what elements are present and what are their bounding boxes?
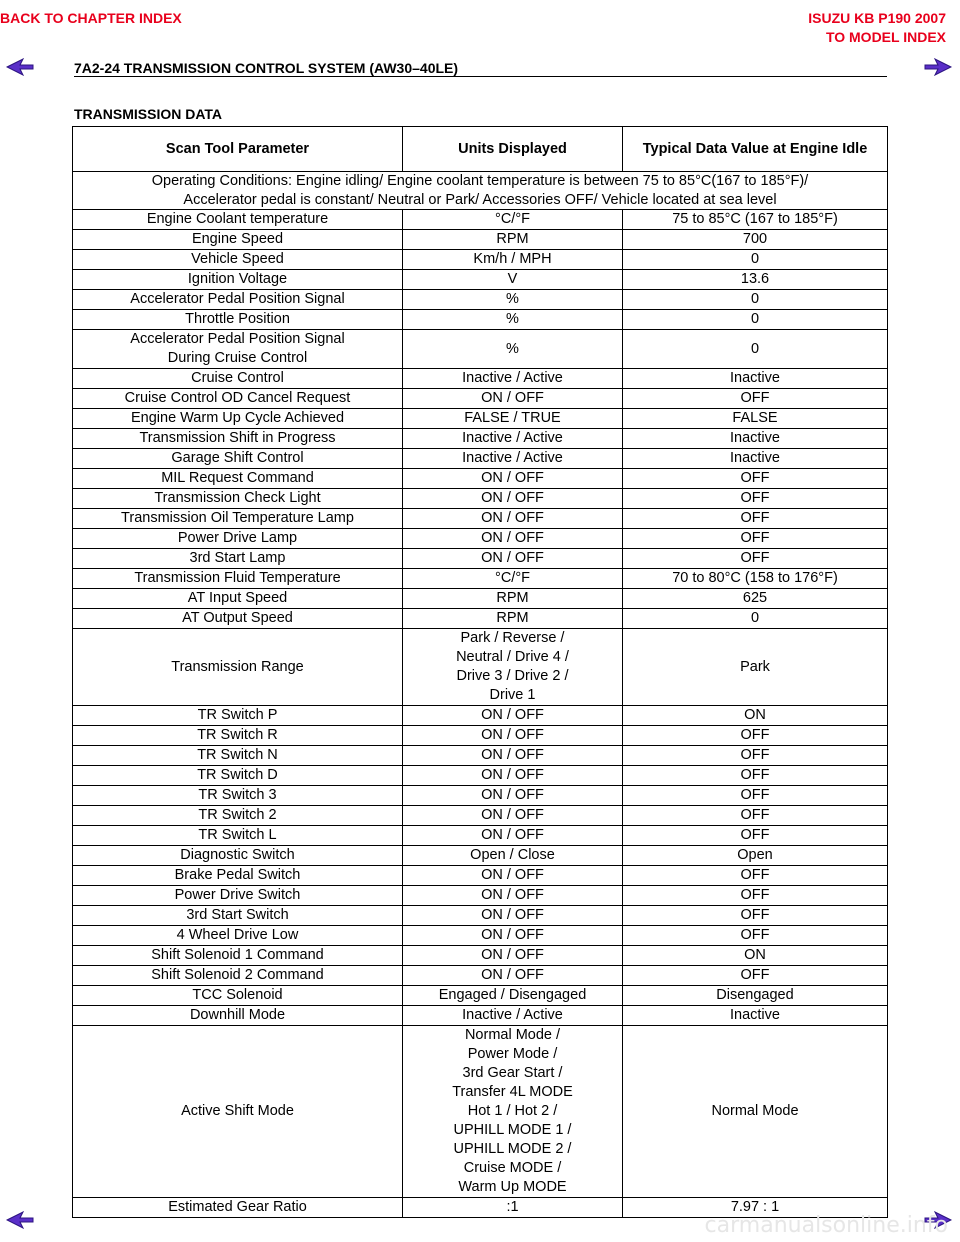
parameter-cell: Cruise Control bbox=[73, 369, 403, 389]
table-row bbox=[73, 629, 888, 706]
table-row bbox=[73, 706, 888, 726]
typical-value-cell: Inactive bbox=[623, 449, 888, 469]
table-row bbox=[73, 330, 888, 369]
table-row bbox=[73, 509, 888, 529]
units-cell: Km/h / MPH bbox=[403, 250, 623, 270]
typical-value-cell: Park bbox=[623, 629, 888, 706]
table-row bbox=[73, 589, 888, 609]
units-cell: ON / OFF bbox=[403, 529, 623, 549]
typical-value-cell: Open bbox=[623, 846, 888, 866]
typical-value-cell: 0 bbox=[623, 609, 888, 629]
units-cell: ON / OFF bbox=[403, 509, 623, 529]
units-cell: FALSE / TRUE bbox=[403, 409, 623, 429]
units-cell: °C/°F bbox=[403, 569, 623, 589]
typical-value-cell: 0 bbox=[623, 290, 888, 310]
table-row bbox=[73, 469, 888, 489]
parameter-cell: Garage Shift Control bbox=[73, 449, 403, 469]
units-cell: % bbox=[403, 290, 623, 310]
typical-value-cell: 75 to 85°C (167 to 185°F) bbox=[623, 210, 888, 230]
typical-value-cell: OFF bbox=[623, 926, 888, 946]
units-cell: Open / Close bbox=[403, 846, 623, 866]
units-cell: ON / OFF bbox=[403, 469, 623, 489]
parameter-cell: Engine Warm Up Cycle Achieved bbox=[73, 409, 403, 429]
table-row bbox=[73, 946, 888, 966]
parameter-cell: Power Drive Switch bbox=[73, 886, 403, 906]
parameter-cell: 3rd Start Lamp bbox=[73, 549, 403, 569]
table-row bbox=[73, 549, 888, 569]
parameter-cell: Vehicle Speed bbox=[73, 250, 403, 270]
parameter-cell: TR Switch D bbox=[73, 766, 403, 786]
typical-value-cell: 0 bbox=[623, 310, 888, 330]
typical-value-cell: OFF bbox=[623, 549, 888, 569]
parameter-cell: TR Switch N bbox=[73, 746, 403, 766]
previous-page-left-arrow-icon[interactable] bbox=[6, 58, 34, 76]
to-model-index-link[interactable]: TO MODEL INDEX bbox=[825, 29, 946, 45]
table-row bbox=[73, 489, 888, 509]
table-row bbox=[73, 846, 888, 866]
parameter-cell: TCC Solenoid bbox=[73, 986, 403, 1006]
parameter-cell: Accelerator Pedal Position Signal During Cruise Control bbox=[73, 330, 403, 369]
page-header-title: 7A2-24 TRANSMISSION CONTROL SYSTEM (AW30–40LE) bbox=[74, 60, 459, 76]
table-row bbox=[73, 926, 888, 946]
table-row bbox=[73, 786, 888, 806]
parameter-cell: Accelerator Pedal Position Signal bbox=[73, 290, 403, 310]
parameter-cell: TR Switch L bbox=[73, 826, 403, 846]
units-cell: ON / OFF bbox=[403, 766, 623, 786]
parameter-cell: 4 Wheel Drive Low bbox=[73, 926, 403, 946]
units-cell: °C/°F bbox=[403, 210, 623, 230]
typical-value-cell: OFF bbox=[623, 509, 888, 529]
units-cell: ON / OFF bbox=[403, 389, 623, 409]
table-row bbox=[73, 1006, 888, 1026]
model-title-link[interactable]: ISUZU KB P190 2007 bbox=[808, 10, 946, 26]
parameter-cell: Estimated Gear Ratio bbox=[73, 1198, 403, 1218]
typical-value-cell: FALSE bbox=[623, 409, 888, 429]
parameter-cell: Transmission Check Light bbox=[73, 489, 403, 509]
units-cell: % bbox=[403, 330, 623, 369]
table-row bbox=[73, 210, 888, 230]
units-cell: ON / OFF bbox=[403, 826, 623, 846]
units-cell: ON / OFF bbox=[403, 489, 623, 509]
units-cell: ON / OFF bbox=[403, 886, 623, 906]
typical-value-cell: Disengaged bbox=[623, 986, 888, 1006]
table-row bbox=[73, 369, 888, 389]
table-row bbox=[73, 230, 888, 250]
typical-value-cell: ON bbox=[623, 946, 888, 966]
table-row bbox=[73, 290, 888, 310]
table-row bbox=[73, 409, 888, 429]
parameter-cell: Diagnostic Switch bbox=[73, 846, 403, 866]
units-cell: Inactive / Active bbox=[403, 369, 623, 389]
table-row bbox=[73, 986, 888, 1006]
parameter-cell: Power Drive Lamp bbox=[73, 529, 403, 549]
transmission-data-table bbox=[72, 126, 888, 1218]
column-header-units: Units Displayed bbox=[403, 127, 623, 172]
parameter-cell: AT Output Speed bbox=[73, 609, 403, 629]
table-row bbox=[73, 746, 888, 766]
units-cell: % bbox=[403, 310, 623, 330]
table-row bbox=[73, 250, 888, 270]
table-row bbox=[73, 529, 888, 549]
units-cell: Inactive / Active bbox=[403, 1006, 623, 1026]
table-row bbox=[73, 966, 888, 986]
parameter-cell: Active Shift Mode bbox=[73, 1026, 403, 1198]
parameter-cell: Transmission Oil Temperature Lamp bbox=[73, 509, 403, 529]
typical-value-cell: OFF bbox=[623, 966, 888, 986]
table-row bbox=[73, 826, 888, 846]
units-cell: ON / OFF bbox=[403, 706, 623, 726]
table-row bbox=[73, 609, 888, 629]
parameter-cell: Downhill Mode bbox=[73, 1006, 403, 1026]
units-cell: ON / OFF bbox=[403, 926, 623, 946]
typical-value-cell: 0 bbox=[623, 250, 888, 270]
table-header-row bbox=[73, 127, 888, 172]
units-cell: ON / OFF bbox=[403, 946, 623, 966]
typical-value-cell: OFF bbox=[623, 389, 888, 409]
parameter-cell: Shift Solenoid 1 Command bbox=[73, 946, 403, 966]
parameter-cell: Transmission Fluid Temperature bbox=[73, 569, 403, 589]
parameter-cell: Cruise Control OD Cancel Request bbox=[73, 389, 403, 409]
parameter-cell: Shift Solenoid 2 Command bbox=[73, 966, 403, 986]
table-row bbox=[73, 429, 888, 449]
parameter-cell: Transmission Range bbox=[73, 629, 403, 706]
units-cell: RPM bbox=[403, 589, 623, 609]
parameter-cell: AT Input Speed bbox=[73, 589, 403, 609]
units-cell: ON / OFF bbox=[403, 866, 623, 886]
parameter-cell: Engine Coolant temperature bbox=[73, 210, 403, 230]
table-row bbox=[73, 806, 888, 826]
units-cell: RPM bbox=[403, 609, 623, 629]
back-to-chapter-index-link[interactable]: BACK TO CHAPTER INDEX bbox=[0, 10, 182, 26]
units-cell: ON / OFF bbox=[403, 786, 623, 806]
parameter-cell: TR Switch 2 bbox=[73, 806, 403, 826]
parameter-cell: 3rd Start Switch bbox=[73, 906, 403, 926]
table-row bbox=[73, 726, 888, 746]
parameter-cell: Transmission Shift in Progress bbox=[73, 429, 403, 449]
typical-value-cell: Inactive bbox=[623, 429, 888, 449]
units-cell: ON / OFF bbox=[403, 726, 623, 746]
watermark-text: carmanualsonline.info bbox=[704, 1213, 948, 1238]
units-cell: Inactive / Active bbox=[403, 449, 623, 469]
typical-value-cell: 700 bbox=[623, 230, 888, 250]
table-row bbox=[73, 1026, 888, 1198]
units-cell: Normal Mode / Power Mode / 3rd Gear Start / Transfer 4L MODE Hot 1 / Hot 2 / UPHILL MODE 1 / UPHILL MODE 2 / Cruise MODE / Warm Up MODE bbox=[403, 1026, 623, 1198]
typical-value-cell: OFF bbox=[623, 886, 888, 906]
typical-value-cell: 70 to 80°C (158 to 176°F) bbox=[623, 569, 888, 589]
typical-value-cell: 7.97 : 1 bbox=[623, 1198, 888, 1218]
parameter-cell: Engine Speed bbox=[73, 230, 403, 250]
units-cell: Inactive / Active bbox=[403, 429, 623, 449]
table-row bbox=[73, 886, 888, 906]
typical-value-cell: OFF bbox=[623, 726, 888, 746]
units-cell: ON / OFF bbox=[403, 806, 623, 826]
typical-value-cell: OFF bbox=[623, 529, 888, 549]
units-cell: Park / Reverse / Neutral / Drive 4 / Drive 3 / Drive 2 / Drive 1 bbox=[403, 629, 623, 706]
transmission-data-table-container bbox=[72, 126, 888, 1218]
units-cell: Engaged / Disengaged bbox=[403, 986, 623, 1006]
table-row bbox=[73, 310, 888, 330]
parameter-cell: TR Switch P bbox=[73, 706, 403, 726]
parameter-cell: Ignition Voltage bbox=[73, 270, 403, 290]
table-row bbox=[73, 569, 888, 589]
parameter-cell: Brake Pedal Switch bbox=[73, 866, 403, 886]
typical-value-cell: OFF bbox=[623, 489, 888, 509]
typical-value-cell: OFF bbox=[623, 786, 888, 806]
units-cell: :1 bbox=[403, 1198, 623, 1218]
typical-value-cell: OFF bbox=[623, 746, 888, 766]
parameter-cell: TR Switch 3 bbox=[73, 786, 403, 806]
table-row bbox=[73, 866, 888, 886]
table-row bbox=[73, 906, 888, 926]
typical-value-cell: OFF bbox=[623, 826, 888, 846]
typical-value-cell: Normal Mode bbox=[623, 1026, 888, 1198]
header-divider bbox=[74, 76, 887, 77]
typical-value-cell: 0 bbox=[623, 330, 888, 369]
column-header-parameter: Scan Tool Parameter bbox=[73, 127, 403, 172]
units-cell: ON / OFF bbox=[403, 906, 623, 926]
typical-value-cell: OFF bbox=[623, 766, 888, 786]
table-row bbox=[73, 270, 888, 290]
units-cell: ON / OFF bbox=[403, 549, 623, 569]
typical-value-cell: OFF bbox=[623, 866, 888, 886]
operating-conditions-row bbox=[73, 172, 888, 210]
table-row bbox=[73, 389, 888, 409]
table-row bbox=[73, 449, 888, 469]
next-page-right-arrow-icon[interactable] bbox=[924, 58, 952, 76]
typical-value-cell: OFF bbox=[623, 906, 888, 926]
section-title: TRANSMISSION DATA bbox=[74, 106, 223, 122]
units-cell: ON / OFF bbox=[403, 746, 623, 766]
operating-conditions-cell: Operating Conditions: Engine idling/ Engine coolant temperature is between 75 to 85°C(167 to 185°F)/ Accelerator pedal is constant/ Neutral or Park/ Accessories OFF/ Vehicle located at sea level bbox=[73, 172, 888, 210]
typical-value-cell: 625 bbox=[623, 589, 888, 609]
units-cell: ON / OFF bbox=[403, 966, 623, 986]
parameter-cell: MIL Request Command bbox=[73, 469, 403, 489]
units-cell: V bbox=[403, 270, 623, 290]
typical-value-cell: Inactive bbox=[623, 369, 888, 389]
typical-value-cell: Inactive bbox=[623, 1006, 888, 1026]
typical-value-cell: 13.6 bbox=[623, 270, 888, 290]
typical-value-cell: OFF bbox=[623, 469, 888, 489]
units-cell: RPM bbox=[403, 230, 623, 250]
parameter-cell: TR Switch R bbox=[73, 726, 403, 746]
parameter-cell: Throttle Position bbox=[73, 310, 403, 330]
column-header-typical-value: Typical Data Value at Engine Idle bbox=[623, 127, 888, 172]
typical-value-cell: ON bbox=[623, 706, 888, 726]
table-row bbox=[73, 766, 888, 786]
typical-value-cell: OFF bbox=[623, 806, 888, 826]
previous-page-bottom-left-arrow-icon[interactable] bbox=[6, 1211, 34, 1229]
